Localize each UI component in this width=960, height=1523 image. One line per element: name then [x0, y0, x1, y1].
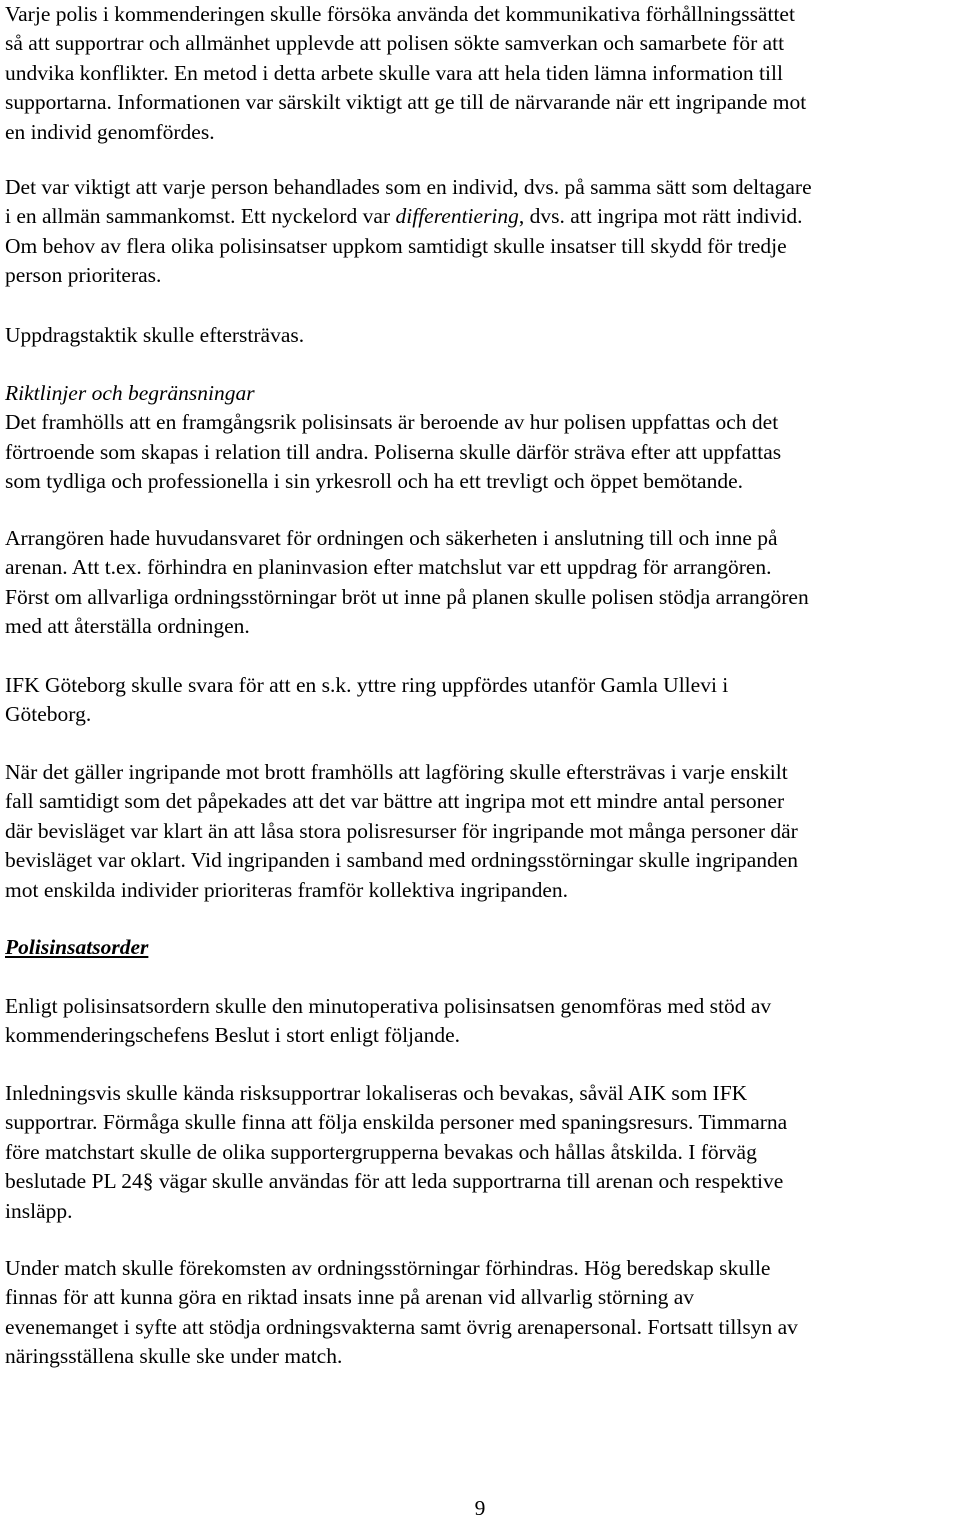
text-fragment: i en allmän sammankomst. Ett nyckelord var [5, 204, 396, 229]
text-line: person prioriteras. [5, 263, 162, 288]
paragraph-during-match [5, 1254, 798, 1372]
text-line: där bevisläget var klart än att låsa stora polisresurser för ingripande mot många personer där [5, 818, 798, 843]
text-line: fall samtidigt som det påpekades att det var bättre att ingripa mot ett mindre antal personer [5, 789, 785, 814]
text-line: supportarna. Informationen var särskilt viktigt att ge till de närvarande när ett ingripande mot [5, 90, 807, 115]
paragraph-guidelines [5, 379, 781, 497]
text-line: supportrar. Förmåga skulle finna att följa enskilda personer med spaningsresurs. Timmarna [5, 1110, 788, 1135]
text-fragment: , dvs. att ingripa mot rätt individ. [518, 204, 803, 229]
text-line: med att återställa ordningen. [5, 614, 250, 639]
paragraph-order-heading [5, 933, 148, 962]
text-line: Det var viktigt att varje person behandlades som en individ, dvs. på samma sätt som deltagare [5, 175, 812, 199]
text-line: finnas för att kunna göra en riktad insats inne på arenan vid allvarlig störning av [5, 1285, 694, 1310]
section-heading: Riktlinjer och begränsningar [5, 381, 255, 405]
section-heading: Polisinsatsorder [5, 935, 149, 959]
text-line: Uppdragstaktik skulle eftersträvas. [5, 323, 305, 347]
text-line: Göteborg. [5, 702, 92, 727]
paragraph-individual [5, 173, 812, 291]
paragraph-communication [5, 0, 806, 147]
paragraph-intervention [5, 758, 798, 905]
text-line: När det gäller ingripande mot brott framhölls att lagföring skulle eftersträvas i varje enskilt [5, 760, 788, 784]
text-line: evenemanget i syfte att stödja ordningsvakterna samt övrig arenapersonal. Fortsatt tillsyn av [5, 1314, 798, 1339]
text-line: Inledningsvis skulle kända risksupportrar lokaliseras och bevakas, såväl AIK som IFK [5, 1081, 748, 1105]
text-line: Varje polis i kommenderingen skulle försöka använda det kommunikativa förhållningssättet [5, 2, 795, 26]
text-line: så att supportrar och allmänhet upplevde att polisen sökte samverkan och samarbete för att [5, 31, 785, 56]
text-line: Enligt polisinsatsordern skulle den minutoperativa polisinsatsen genomföras med stöd av [5, 994, 772, 1018]
text-line: Om behov av flera olika polisinsatser uppkom samtidigt skulle insatser till skydd för tredje [5, 233, 787, 258]
text-line: undvika konflikter. En metod i detta arbete skulle vara att hela tiden lämna information till [5, 60, 783, 85]
text-line: bevisläget var oklart. Vid ingripanden i samband med ordningsstörningar skulle ingripanden [5, 848, 799, 873]
text-line: IFK Göteborg skulle svara för att en s.k. yttre ring uppfördes utanför Gamla Ullevi i [5, 673, 729, 697]
text-line: före matchstart skulle de olika supportergrupperna bevakas och hållas åtskilda. I förväg [5, 1139, 757, 1164]
paragraph-ifk [5, 671, 728, 730]
text-line: Under match skulle förekomsten av ordningsstörningar förhindras. Hög beredskap skulle [5, 1256, 771, 1280]
text-line: som tydliga och professionella i sin yrkesroll och ha ett trevligt och öppet bemötande. [5, 469, 743, 494]
text-line: arenan. Att t.ex. förhindra en planinvasion efter matchslut var ett uppdrag för arrangören. [5, 555, 772, 580]
paragraph-organizer [5, 524, 809, 642]
text-line: en individ genomfördes. [5, 119, 215, 144]
paragraph-supporters [5, 1079, 787, 1226]
paragraph-order [5, 992, 771, 1051]
text-line: Först om allvarliga ordningsstörningar bröt ut inne på planen skulle polisen stödja arrangören [5, 584, 809, 609]
text-line: insläpp. [5, 1198, 73, 1223]
text-line: kommenderingschefens Beslut i stort enligt följande. [5, 1023, 460, 1048]
text-line: näringsställena skulle ske under match. [5, 1344, 343, 1369]
paragraph-mission-tactics [5, 321, 304, 350]
text-line: beslutade PL 24§ vägar skulle användas för att leda supportrarna till arenan och respektive [5, 1169, 784, 1194]
text-line [5, 202, 812, 231]
page-number: 9 [474, 1496, 486, 1520]
emphasis-keyword: differentiering [395, 204, 519, 229]
text-line: mot enskilda individer prioriteras framför kollektiva ingripanden. [5, 877, 569, 902]
text-line: Arrangören hade huvudansvaret för ordningen och säkerheten i anslutning till och inne på [5, 526, 778, 550]
text-line: Det framhölls att en framgångsrik polisinsats är beroende av hur polisen uppfattas och det [5, 410, 779, 435]
text-line: förtroende som skapas i relation till andra. Poliserna skulle därför sträva efter att uppfattas [5, 439, 782, 464]
